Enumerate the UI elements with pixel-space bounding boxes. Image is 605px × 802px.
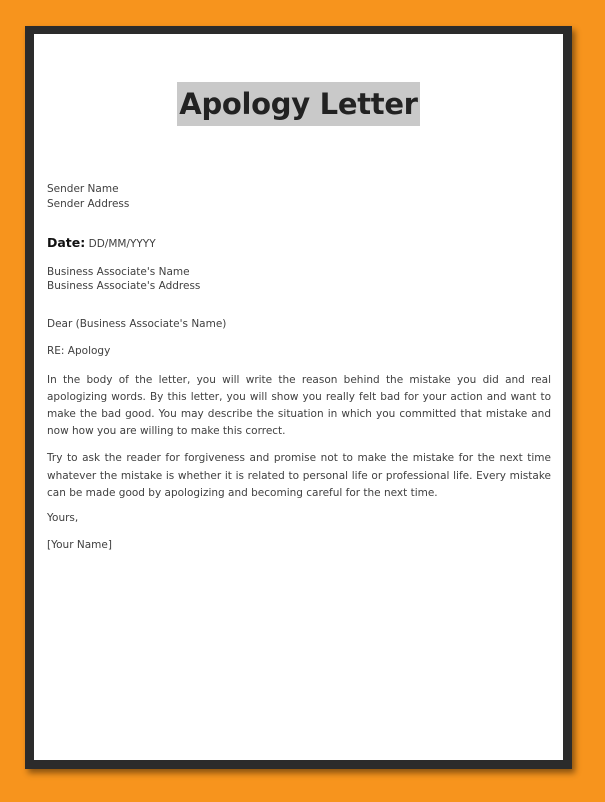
subject-line: RE: Apology bbox=[47, 345, 111, 357]
salutation: Dear (Business Associate's Name) bbox=[47, 317, 227, 330]
body-paragraph-2: Try to ask the reader for forgiveness and promise not to make the mistake for the next time whatever the mistake is whether it is related to personal life or professional life. Every mistake can be made good by apologizing and becoming careful for the next time. bbox=[47, 452, 551, 499]
letter-title: Apology Letter bbox=[177, 82, 419, 126]
sender-name: Sender Name bbox=[47, 183, 119, 195]
recipient-block bbox=[47, 265, 551, 294]
letter-body bbox=[47, 182, 551, 553]
date-value: DD/MM/YYYY bbox=[88, 238, 156, 250]
document-frame bbox=[25, 26, 572, 769]
closing: Yours, bbox=[47, 511, 79, 524]
signature: [Your Name] bbox=[47, 539, 112, 552]
letter-page bbox=[34, 34, 563, 760]
sender-address: Sender Address bbox=[47, 197, 130, 210]
recipient-name: Business Associate's Name bbox=[47, 265, 190, 278]
sender-block bbox=[47, 182, 551, 211]
body-paragraph-1: In the body of the letter, you will write the reason behind the mistake you did and real apologizing words. By this letter, you will show you really felt bad for your action and want to make the bad good. You may describe the situation in which you committed that mistake and now how you are willing to make this correct. bbox=[47, 373, 551, 438]
date-label: Date: bbox=[47, 235, 86, 250]
title-container bbox=[34, 82, 563, 126]
recipient-address: Business Associate's Address bbox=[47, 280, 201, 292]
date-line bbox=[47, 236, 551, 252]
